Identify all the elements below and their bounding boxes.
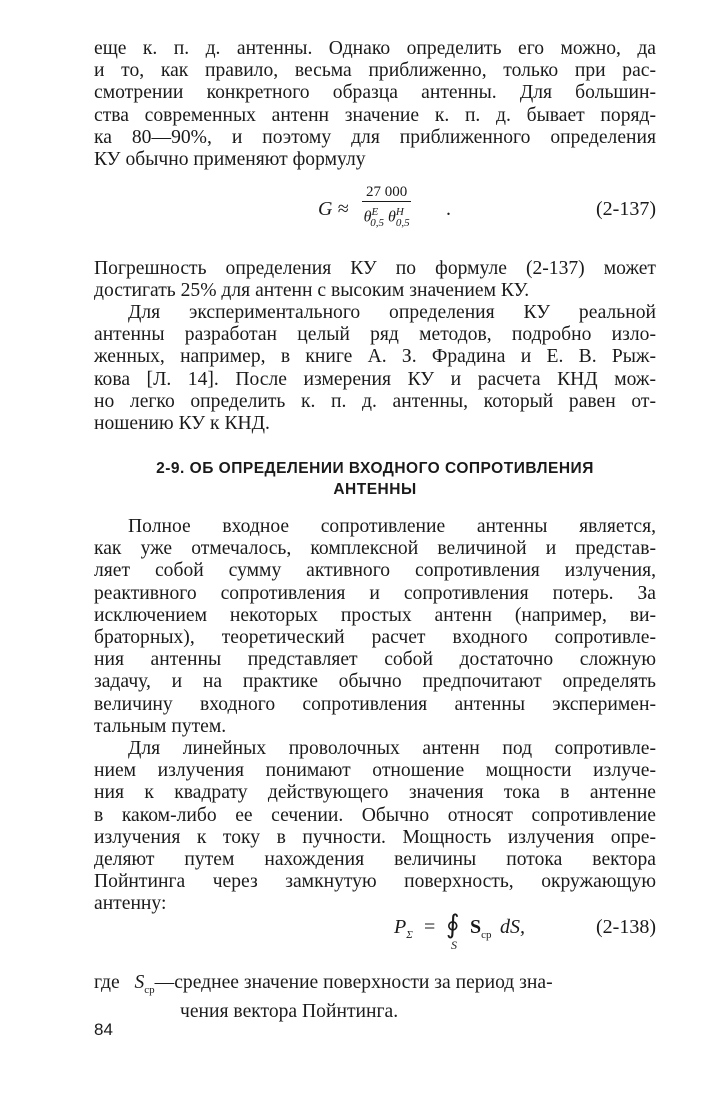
where-word: где [94, 972, 120, 993]
symbol: S [134, 972, 145, 993]
integrand [470, 916, 492, 941]
equation-2-138 [94, 910, 656, 960]
section-heading [94, 458, 656, 500]
text-line: Полное входное сопротивление антенны является, [128, 516, 656, 537]
text-line: как уже отмечалось, комплексной величиной и представ- [94, 538, 656, 560]
text-line: ляет собой сумму активного сопротивления излучения, [94, 560, 656, 582]
text-line: излучения к току в пучности. Мощность излучения опре- [94, 826, 656, 848]
text-line: и то, как правило, весьма приближенно, только при рас- [94, 60, 656, 82]
power-symbol: P [394, 916, 407, 938]
text-line: ния антенны представляет собой достаточно сложную [94, 649, 656, 671]
subscript: 0,5 [370, 216, 385, 229]
subscript: 0,5 [395, 216, 410, 229]
differential: dS, [500, 916, 525, 938]
heading-line: АНТЕННЫ [333, 481, 417, 498]
equation-fraction [362, 184, 411, 233]
where-line [94, 972, 656, 1001]
text-line: ношению КУ к КНД. [94, 413, 270, 435]
theta-symbol: θ [388, 208, 396, 226]
text-line: реактивного сопротивления и сопротивления потерь. За [94, 582, 656, 604]
equation-number: (2-138) [596, 916, 656, 938]
equation-number: (2-137) [596, 198, 656, 220]
text-line: антенны разработан целый ряд методов, подробно изло- [94, 324, 656, 346]
paragraph-3 [94, 302, 656, 435]
subscript: ср [144, 983, 155, 996]
text-line: в каком-либо ее сечении. Обычно относят сопротивление [94, 804, 656, 826]
page-number: 84 [94, 1020, 113, 1039]
text-line: женных, например, в книге А. З. Фрадина и Е. В. Рыж- [94, 346, 656, 368]
text-line: величину входного сопротивления антенны эксперимен- [94, 693, 656, 715]
equation-tail: . [446, 198, 451, 220]
heading-line: 2-9. ОБ ОПРЕДЕЛЕНИИ ВХОДНОГО СОПРОТИВЛЕНИЯ [156, 460, 594, 477]
text-line: исключением некоторых простых антенн (например, ви- [94, 604, 656, 626]
paragraph-4 [94, 516, 656, 738]
theta-symbol: θ [363, 208, 372, 226]
text-line: но легко определить к. п. д. антенны, который равен от- [94, 390, 656, 412]
text-line: деляют путем нахождения величины потока вектора [94, 849, 656, 871]
text-line: кова [Л. 14]. После измерения КУ и расчета КНД мож- [94, 368, 656, 390]
superscript: E [371, 206, 379, 218]
text-line: ка 80—90%, и поэтому для приближенного определения [94, 126, 656, 148]
fraction-numerator: 27 000 [366, 184, 408, 200]
text-line: браторных), теоретический расчет входного сопротивле- [94, 627, 656, 649]
text-line: КУ обычно применяют формулу [94, 149, 366, 171]
where-line: чения вектора Пойнтинга. [180, 1001, 399, 1023]
subscript: Σ [406, 929, 413, 941]
text-line: достигать 25% для антенн с высоким значением КУ. [94, 280, 530, 302]
equation-lhs [394, 916, 413, 941]
where-clause [94, 972, 656, 1023]
text-line: ства современных антенн значение к. п. д. бывает поряд- [94, 104, 656, 126]
text-line: задачу, и на практике обычно предпочитают определять [94, 671, 656, 693]
text-line: Для линейных проволочных антенн под сопротивле- [128, 738, 656, 759]
text-line: антенну: [94, 893, 167, 915]
paragraph-1 [94, 38, 656, 171]
text-line: Погрешность определения КУ по формуле (2-137) может [94, 258, 656, 279]
equation-2-137 [94, 182, 656, 242]
equals-sign: = [424, 916, 436, 938]
definition-text: —среднее значение поверхности за период зна- [154, 972, 553, 993]
subscript: ср [481, 929, 492, 941]
contour-integral-symbol: ∮ [446, 910, 460, 939]
text-line: Пойнтинга через замкнутую поверхность, окружающую [94, 871, 656, 893]
paragraph-2 [94, 258, 656, 302]
superscript: H [395, 206, 404, 218]
integral-subscript: S [451, 938, 457, 952]
equation-lhs: G ≈ [318, 198, 349, 220]
paragraph-5 [94, 738, 656, 916]
poynting-vector-symbol: S [470, 916, 482, 938]
text-line: Для экспериментального определения КУ реальной [128, 302, 656, 323]
text-line: смотрении конкретного образца антенны. Для большин- [94, 82, 656, 104]
text-line: ния к квадрату действующего значения тока в антенне [94, 782, 656, 804]
fraction-denominator [362, 202, 411, 233]
text-line: еще к. п. д. антенны. Однако определить его можно, да [94, 38, 656, 59]
text-line: нием излучения понимают отношение мощности излуче- [94, 760, 656, 782]
text-line: тальным путем. [94, 715, 227, 737]
